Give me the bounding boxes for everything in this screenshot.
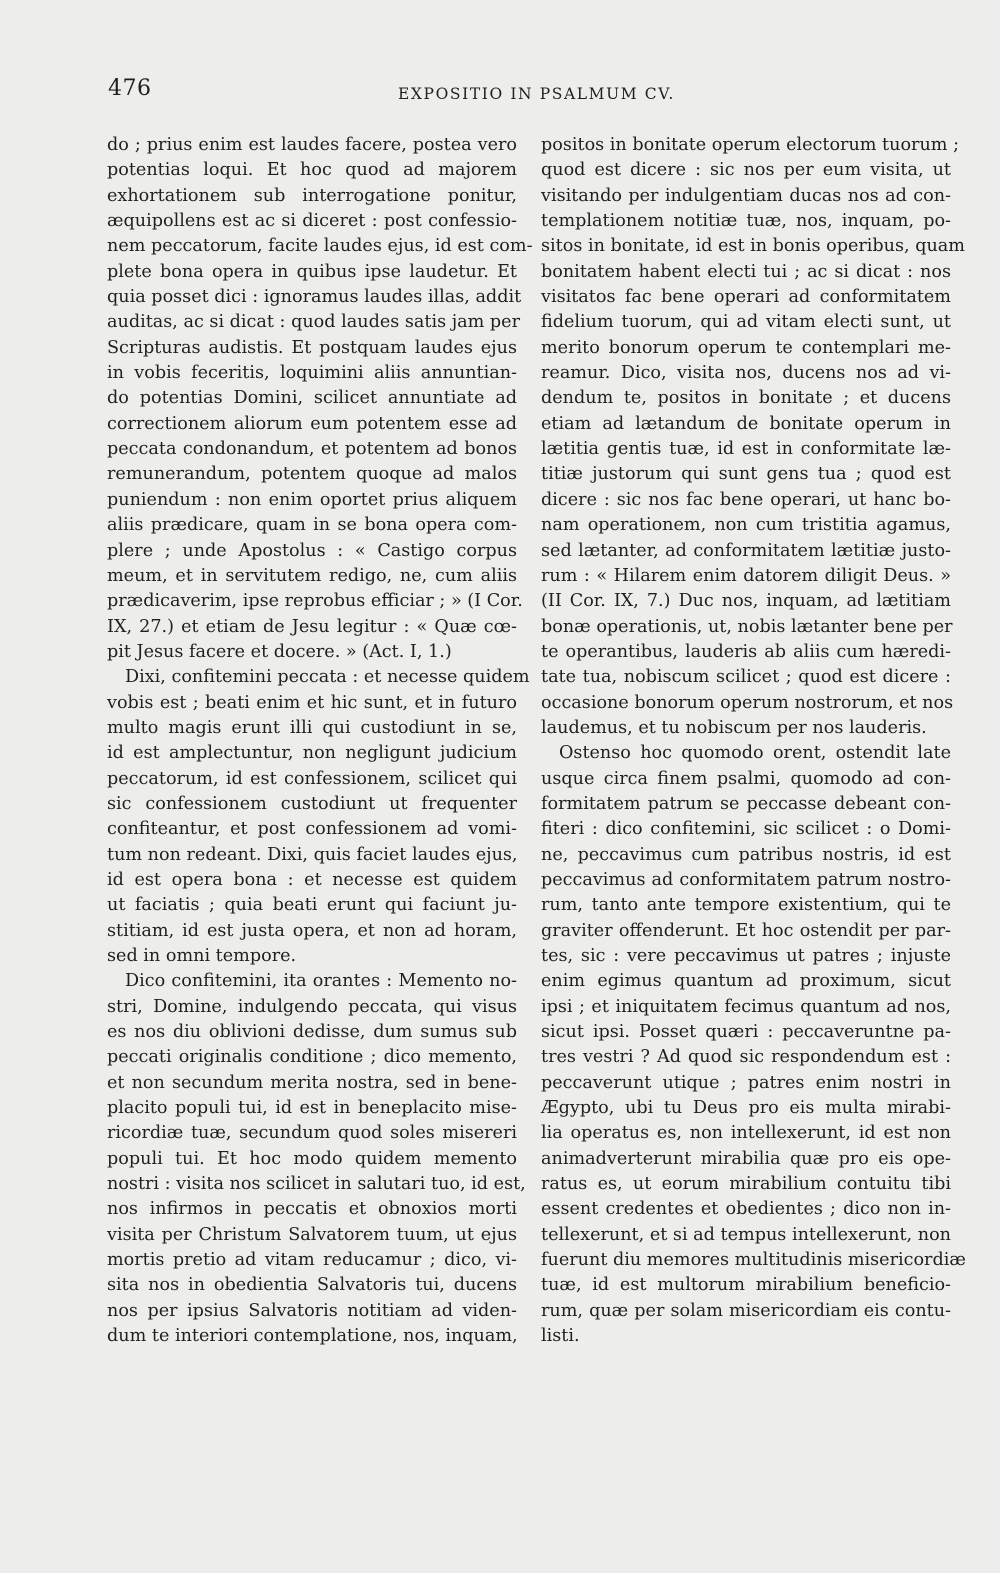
text-line: remunerandum, potentem quoque ad malos (107, 464, 517, 485)
text-line: Ægypto, ubi tu Deus pro eis multa mirabi- (541, 1098, 951, 1119)
text-line: formitatem patrum se peccasse debeant con- (541, 793, 951, 814)
text-line: fuerunt diu memores multitudinis misericordiæ (541, 1250, 966, 1271)
text-line: tum non redeant. Dixi, quis faciet laudes ejus, (107, 844, 518, 865)
text-line: nos per ipsius Salvatoris notitiam ad viden- (107, 1300, 517, 1321)
text-line: listi. (541, 1326, 580, 1347)
text-line: plere ; unde Apostolus : « Castigo corpus (107, 540, 517, 561)
text-line: (II Cor. IX, 7.) Duc nos, inquam, ad lætitiam (541, 591, 951, 612)
text-line: te operantibus, lauderis ab aliis cum hæredi- (541, 641, 951, 662)
text-line: nos infirmos in peccatis et obnoxios morti (107, 1199, 517, 1220)
text-line: id est opera bona : et necesse est quidem (107, 869, 517, 890)
text-line: graviter offenderunt. Et hoc ostendit per par- (541, 920, 951, 941)
running-title: EXPOSITIO IN PSALMUM CV. (398, 85, 675, 103)
text-line: placito populi tui, id est in beneplacito mise- (107, 1098, 517, 1119)
left-text-column (107, 133, 533, 1350)
text-line: enim egimus quantum ad proximum, sicut (541, 971, 951, 992)
text-line: quod est dicere : sic nos per eum visita, ut (541, 160, 951, 181)
text-line: visitando per indulgentiam ducas nos ad con- (541, 185, 951, 206)
text-line: Scripturas audistis. Et postquam laudes ejus (107, 337, 517, 358)
text-line: nostri : visita nos scilicet in salutari tuo, id est, (107, 1174, 526, 1195)
text-line: peccatorum, id est confessionem, scilicet qui (107, 768, 517, 789)
text-line: occasione bonorum operum nostrorum, et nos (541, 692, 954, 713)
text-line: correctionem aliorum eum potentem esse ad (107, 413, 517, 434)
text-line: æquipollens est ac si diceret : post confessio- (107, 211, 517, 232)
text-line: dum te interiori contemplatione, nos, inquam, (107, 1326, 518, 1347)
text-line: tes, sic : vere peccavimus ut patres ; injuste (541, 946, 951, 966)
text-line: Ostenso hoc quomodo orent, ostendit late (559, 743, 951, 764)
text-line: puniendum : non enim oportet prius aliquem (107, 489, 517, 510)
text-line: tres vestri ? Ad quod sic respondendum est : (541, 1047, 951, 1068)
text-line: exhortationem sub interrogatione ponitur, (107, 185, 517, 206)
text-line: laudemus, et tu nobiscum per nos lauderis. (541, 717, 927, 738)
text-line: reamur. Dico, visita nos, ducens nos ad vi- (541, 363, 951, 384)
text-line: fidelium tuorum, qui ad vitam electi sunt, ut (541, 312, 951, 333)
page-header (108, 76, 958, 106)
text-line: quia posset dici : ignoramus laudes illas, addit (107, 287, 522, 308)
text-line: animadverterunt mirabilia quæ pro eis ope- (541, 1148, 951, 1169)
text-line: fiteri : dico confitemini, sic scilicet : o Domi- (541, 819, 951, 840)
text-line: bonitatem habent electi tui ; ac si dicat : nos (541, 261, 951, 282)
text-line: sed in omni tempore. (107, 946, 297, 966)
text-line: rum : « Hilarem enim datorem diligit Deus. » (541, 565, 951, 586)
right-text-column (541, 133, 966, 1350)
text-line: ratus es, ut eorum mirabilium contuitu tibi (541, 1174, 951, 1195)
text-line: peccaverunt utique ; patres enim nostri in (541, 1072, 951, 1093)
text-line: sitos in bonitate, id est in bonis operibus, quam (541, 236, 965, 257)
text-line: do potentias Domini, scilicet annuntiate ad (107, 388, 517, 409)
text-line: stri, Domine, indulgendo peccata, qui visus (107, 996, 517, 1017)
text-line: lætitia gentis tuæ, id est in conformitate læ- (541, 439, 951, 460)
text-line: tuæ, id est multorum mirabilium beneficio- (541, 1275, 951, 1296)
text-line: IX, 27.) et etiam de Jesu legitur : « Quæ cœ- (107, 616, 517, 637)
text-line: plete bona opera in quibus ipse laudetur. Et (107, 261, 517, 282)
text-line: lia operatus es, non intellexerunt, id est non (541, 1123, 951, 1144)
text-line: ipsi ; et iniquitatem fecimus quantum ad nos, (541, 996, 951, 1017)
text-line: Dico confitemini, ita orantes : Memento no- (125, 971, 517, 992)
text-line: peccati originalis conditione ; dico memento, (107, 1047, 517, 1068)
text-line: peccavimus ad conformitatem patrum nostro- (541, 869, 951, 890)
text-line: peccata condonandum, et potentem ad bonos (107, 439, 517, 460)
text-line: nam operationem, non cum tristitia agamus, (541, 515, 951, 536)
text-line: confiteantur, et post confessionem ad vomi- (107, 819, 517, 840)
text-line: nem peccatorum, facite laudes ejus, id est com- (107, 236, 533, 257)
text-line: do ; prius enim est laudes facere, postea vero (107, 135, 517, 155)
text-line: titiæ justorum qui sunt gens tua ; quod est (541, 464, 951, 485)
text-line: sic confessionem custodiunt ut frequenter (107, 793, 517, 814)
text-line: mortis pretio ad vitam reducamur ; dico, vi- (107, 1250, 517, 1271)
text-line: es nos diu oblivioni dedisse, dum sumus sub (107, 1022, 517, 1043)
text-line: populi tui. Et hoc modo quidem memento (107, 1148, 517, 1169)
text-line: sita nos in obedientia Salvatoris tui, ducens (107, 1275, 517, 1296)
text-line: sicut ipsi. Posset quæri : peccaveruntne pa- (541, 1022, 951, 1043)
text-line: multo magis erunt illi qui custodiunt in se, (107, 717, 517, 738)
text-line: dicere : sic nos fac bene operari, ut hanc bo- (541, 489, 951, 510)
text-line: tate tua, nobiscum scilicet ; quod est dicere : (541, 667, 951, 688)
text-line: prædicaverim, ipse reprobus efficiar ; » (I Cor. (107, 591, 523, 612)
text-line: in vobis feceritis, loquimini aliis annuntian- (107, 363, 517, 384)
text-line: auditas, ac si dicat : quod laudes satis jam per (107, 312, 521, 333)
text-line: visita per Christum Salvatorem tuum, ut ejus (107, 1224, 517, 1245)
text-line: usque circa finem psalmi, quomodo ad con- (541, 768, 951, 789)
text-line: stitiam, id est justa opera, et non ad horam, (107, 920, 517, 941)
text-line: positos in bonitate operum electorum tuorum ; (541, 135, 959, 155)
text-line: ricordiæ tuæ, secundum quod soles misereri (107, 1123, 517, 1144)
text-line: sed lætanter, ad conformitatem lætitiæ justo- (541, 540, 951, 561)
text-line: potentias loqui. Et hoc quod ad majorem (107, 160, 517, 181)
text-line: bonæ operationis, ut, nobis lætanter bene per (541, 616, 953, 637)
page-number: 476 (108, 76, 152, 101)
text-line: templationem notitiæ tuæ, nos, inquam, po- (541, 211, 951, 232)
text-line: tellexerunt, et si ad tempus intellexerunt, non (541, 1224, 951, 1245)
text-line: rum, quæ per solam misericordiam eis contu- (541, 1300, 951, 1321)
text-line: vobis est ; beati enim et hic sunt, et in futuro (107, 692, 517, 713)
text-line: et non secundum merita nostra, sed in bene- (107, 1072, 517, 1093)
text-line: aliis prædicare, quam in se bona opera com- (107, 515, 517, 536)
text-line: etiam ad lætandum de bonitate operum in (541, 413, 951, 434)
text-line: ne, peccavimus cum patribus nostris, id est (541, 844, 951, 865)
text-line: essent credentes et obedientes ; dico non in- (541, 1199, 951, 1220)
text-line: visitatos fac bene operari ad conformitatem (541, 287, 951, 308)
text-line: rum, tanto ante tempore existentium, qui te (541, 895, 951, 916)
text-line: Dixi, confitemini peccata : et necesse quidem (125, 667, 530, 688)
text-line: id est amplectuntur, non negligunt judicium (107, 743, 517, 764)
text-line: merito bonorum operum te contemplari me- (541, 337, 951, 358)
text-line: pit Jesus facere et docere. » (Act. I, 1.) (107, 641, 452, 662)
text-line: ut faciatis ; quia beati erunt qui faciunt ju- (107, 895, 517, 916)
text-line: meum, et in servitutem redigo, ne, cum aliis (107, 565, 517, 586)
text-line: dendum te, positos in bonitate ; et ducens (541, 388, 951, 409)
